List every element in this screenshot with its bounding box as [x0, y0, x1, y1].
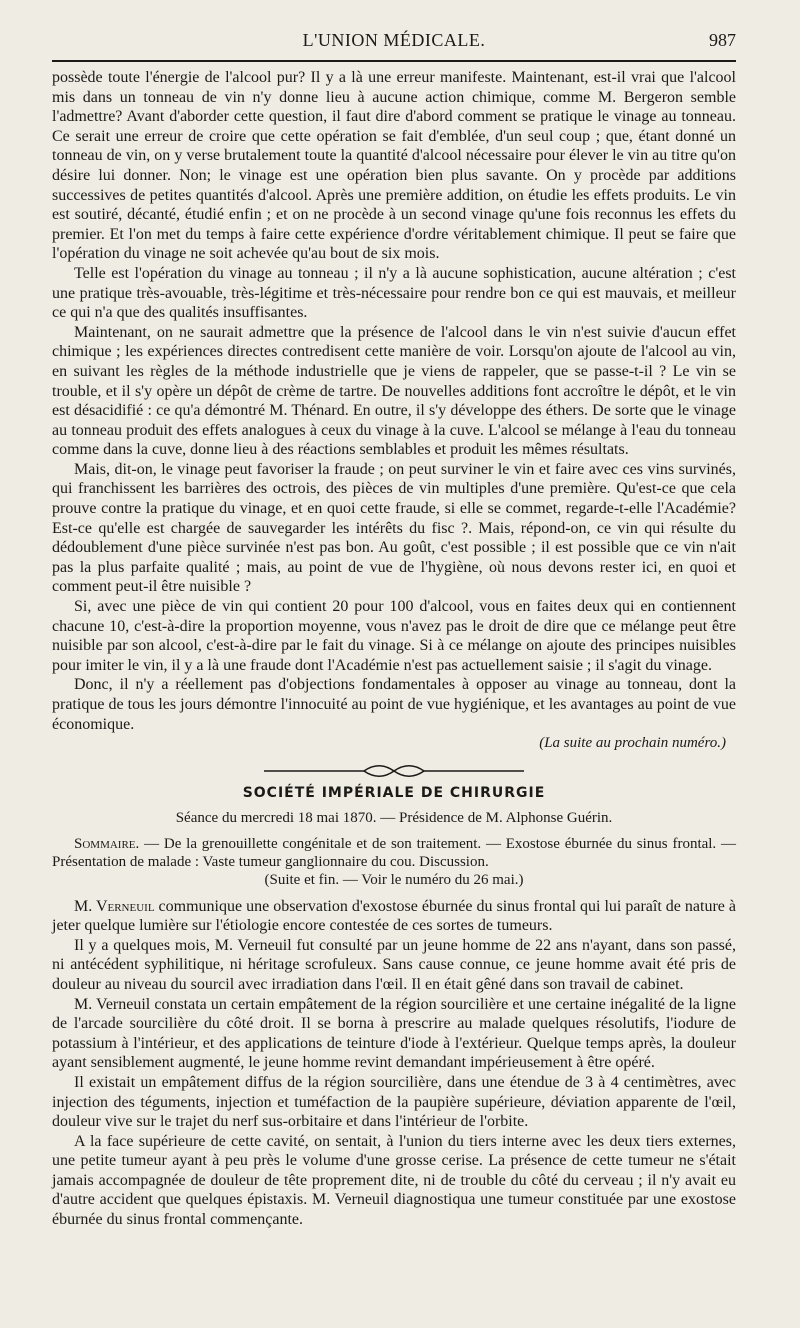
section-divider-ornament	[264, 764, 524, 778]
article-paragraph: possède toute l'énergie de l'alcool pur? Il y a là une erreur manifeste. Maintenant, est-il vrai que l'alcool mis dans un tonneau de vin n'y donne lieu à aucune action chimique, comme M. Bergeron semble l'admettre? Avant d'aborder cette question, il faut dire d'abord comment se pratique le vinage au tonneau. Ce serait une erreur de croire que cette opération se fait d'emblée, d'un seul coup ; que, étant donné un tonneau de vin, on y verse brutalement toute la quantité d'alcool nécessaire pour élever le vin au titre qu'on désire lui donner. Non; le vinage est une opération bien plus savante. On y procède par additions successives de petites quantités d'alcool. Après une première addition, on étudie les effets produits. Le vin est soutiré, décanté, étudié enfin ; et on ne procède à un second vinage qu'une fois reconnus les effets du premier. Et l'on met du temps à faire cette expérience d'ordre véritablement chimique. Il peut se faire que l'opération du vinage ne soit achevée qu'au bout de six mois.	[52, 69, 736, 263]
society-paragraph-text: communique une observation d'exostose éburnée du sinus frontal qui lui paraît de nature à jeter quelque lumière sur l'étiologie encore contestée de ces sortes de tumeurs.	[52, 897, 736, 935]
society-paragraph	[52, 897, 736, 936]
summary-label: Sommaire.	[74, 835, 140, 852]
article-paragraph: Mais, dit-on, le vinage peut favoriser la fraude ; on peut surviner le vin et faire avec ces vins survinés, qui franchissent les barrières des octrois, des pièces de vin multiples d'une première. Qu'est-ce que cela prouve contre la pratique du vinage, et en quoi cette fraude, si elle se commet, regarde-t-elle l'Académie? Est-ce qu'elle est chargée de sauvegarder les intérêts du fisc ?. Mais, répond-on, ce vin qui résulte du dédoublement d'une pièce survinée n'est pas bon. Au goût, c'est possible ; il est possible que ce vin n'ait pas la plus parfaite qualité ; mais, au point de vue de l'hygiène, où nous devons rester ici, en quoi et comment peut-il être nuisible ?	[52, 460, 736, 596]
running-title: L'UNION MÉDICALE.	[302, 30, 486, 50]
continuation-note: (La suite au prochain numéro.)	[539, 735, 726, 752]
speaker-name: M. Verneuil	[74, 897, 155, 915]
summary	[52, 835, 736, 871]
article-paragraph: Telle est l'opération du vinage au tonneau ; il n'y a là aucune sophistication, aucune altération ; c'est une pratique très-avouable, très-légitime et très-nécessaire pour rendre bon ce qui est mauvais, et meilleur ce qui n'a que des qualités insuffisantes.	[52, 264, 736, 322]
society-paragraph: M. Verneuil constata un certain empâtement de la région sourcilière et une certaine inégalité de la ligne de l'arcade sourcilière du côté droit. Il se borna à prescrire au malade quelques résolutifs, l'iodure de potassium à l'intérieur, et des applications de teinture d'iode à l'extérieur. Quelque temps après, la douleur ayant sensiblement augmenté, le jeune homme revint demandant impérieusement à être opéré.	[52, 995, 736, 1072]
article-paragraph: Si, avec une pièce de vin qui contient 20 pour 100 d'alcool, vous en faites deux qui en contiennent chacune 10, c'est-à-dire la proportion moyenne, vous n'avez pas le droit de dire que ce mélange peut être nuisible par son alcool, c'est-à-dire par le fait du vinage. Si à ce mélange on ajoute des principes nuisibles pour imiter le vin, il y a là une fraude dont l'Académie n'est pas actuellement saisie ; il s'agit du vinage.	[52, 598, 736, 674]
session-line: Séance du mercredi 18 mai 1870. — Présidence de M. Alphonse Guérin.	[175, 810, 613, 827]
page-header	[52, 26, 736, 56]
header-rule	[52, 60, 736, 62]
article-paragraph: Maintenant, on ne saurait admettre que la présence de l'alcool dans le vin n'est suivie d'aucun effet chimique ; les expériences directes contredisent cette manière de voir. Lorsqu'on ajoute de l'alcool au vin, en suivant les règles de la méthode industrielle que je viens de rappeler, que se passe-t-il ? Le vin se trouble, et il s'y opère un dépôt de crème de tartre. De nouvelles additions font accroître le dépôt, et le vin est désacidifié : ce qu'a démontré M. Thénard. En outre, il s'y développe des éthers. De sorte que le vinage au tonneau produit des effets analogues à ceux du vinage à la cuve. L'alcool se mélange à l'eau du tonneau comme dans la cuve, donne lieu à des réactions semblables et produit les mêmes résultats.	[52, 323, 736, 459]
page-number: 987	[709, 30, 736, 50]
society-paragraph: Il existait un empâtement diffus de la région sourcilière, dans une étendue de 3 à 4 centimètres, avec injection des téguments, injection et tuméfaction de la paupière supérieure, déviation apparente de l'œil, douleur vive sur le trajet du nerf sus-orbitaire et dans l'intérieur de l'orbite.	[52, 1073, 736, 1131]
society-paragraph: A la face supérieure de cette cavité, on sentait, à l'union du tiers interne avec les deux tiers externes, une petite tumeur ayant à peu près le volume d'une grosse cerise. La présence de cette tumeur ne s'était jamais accompagnée de douleur de tête proprement dite, ni de trouble du côté du cerveau ; il n'y avait eu d'autre accident que quelques épistaxis. M. Verneuil diagnostiqua une tumeur constituée par une exostose éburnée du sinus frontal commençante.	[52, 1132, 736, 1229]
summary-text: — De la grenouillette congénitale et de son traitement. — Exostose éburnée du sinus frontal. — Présentation de malade : Vaste tumeur ganglionnaire du cou. Discussion.	[52, 835, 736, 870]
continuation-line: (Suite et fin. — Voir le numéro du 26 mai.)	[264, 871, 524, 888]
article-body	[52, 68, 736, 1230]
section-title: SOCIÉTÉ IMPÉRIALE DE CHIRURGIE	[242, 784, 546, 801]
society-paragraph: Il y a quelques mois, M. Verneuil fut consulté par un jeune homme de 22 ans n'ayant, dans son passé, ni antécédent syphilitique, ni héritage scrofuleux. Sans cause connue, ce jeune homme avait été pris de douleur au niveau du sourcil avec irradiation dans l'œil. Il en était gêné dans son travail de cabinet.	[52, 936, 736, 993]
article-paragraph: Donc, il n'y a réellement pas d'objections fondamentales à opposer au vinage au tonneau, dont la pratique de tous les jours démontre l'innocuité au point de vue hygiénique, et les avantages au point de vue économique.	[52, 676, 736, 733]
